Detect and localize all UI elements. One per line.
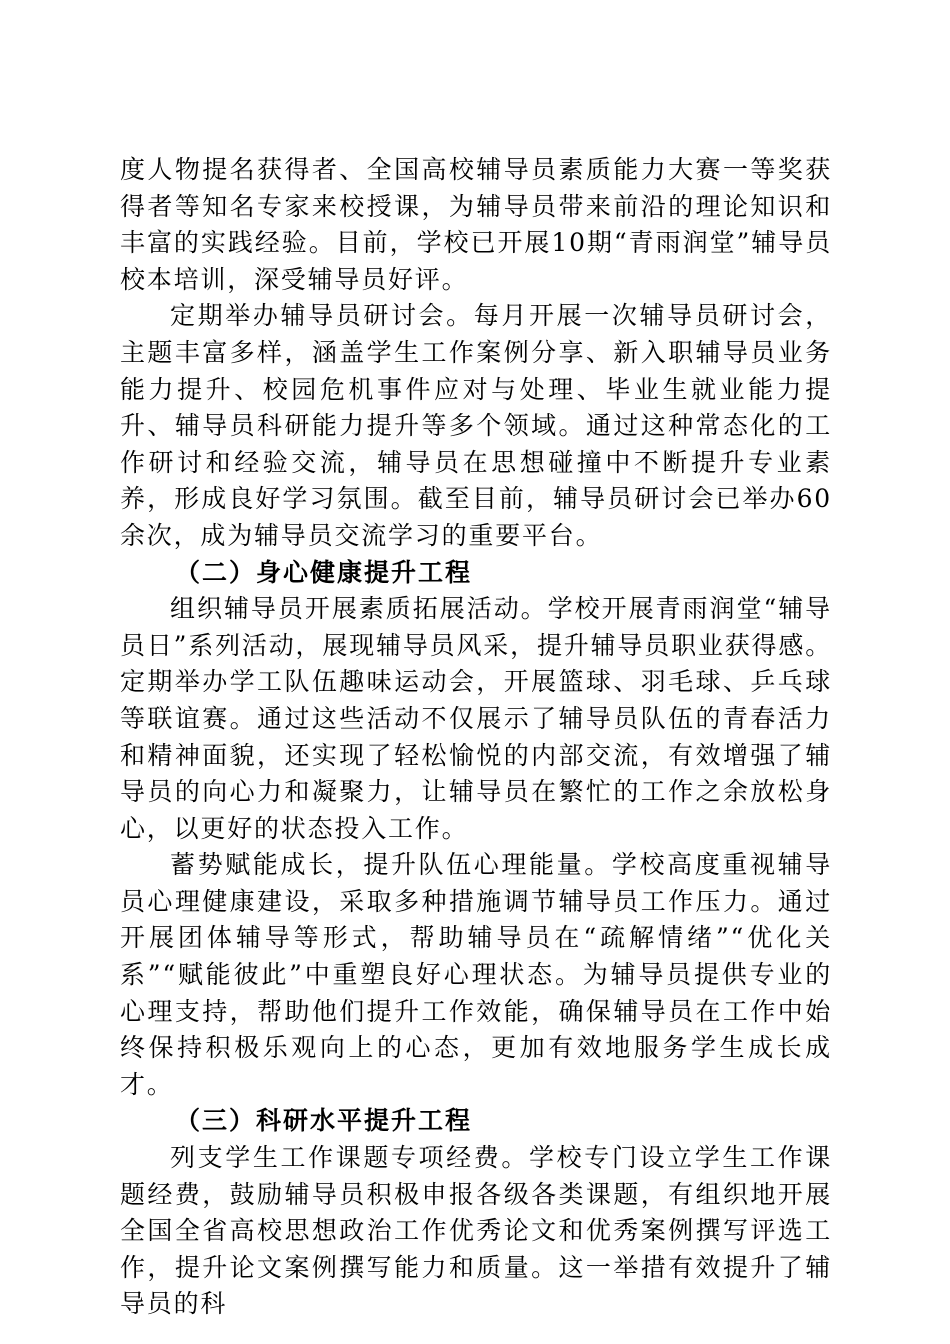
paragraph-seminar: 定期举办辅导员研讨会。每月开展一次辅导员研讨会，主题丰富多样，涵盖学生工作案例分享、新入职辅导员业务能力提升、校园危机事件应对与处理、毕业生就业能力提升、辅导员科研能力提升等多个领域。通过这种常态化的工作研讨和经验交流，辅导员在思想碰撞中不断提升专业素养，形成良好学习氛围。截至目前，辅导员研讨会已举办60余次，成为辅导员交流学习的重要平台。 xyxy=(120,301,832,550)
section-heading-health: （二）身心健康提升工程 xyxy=(175,557,473,587)
paragraph-training-continued: 度人物提名获得者、全国高校辅导员素质能力大赛一等奖获得者等知名专家来校授课，为辅导员带来前沿的理论知识和丰富的实践经验。目前，学校已开展10期“青雨润堂”辅导员校本培训，深受辅导员好评。 xyxy=(120,155,832,294)
document-page xyxy=(120,152,832,1323)
section-heading-research: （三）科研水平提升工程 xyxy=(175,1106,473,1136)
paragraph-psychology: 蓄势赋能成长，提升队伍心理能量。学校高度重视辅导员心理健康建设，采取多种措施调节辅导员工作压力。通过开展团体辅导等形式，帮助辅导员在“疏解情绪”“优化关系”“赋能彼此”中重塑良好心理状态。为辅导员提供专业的心理支持，帮助他们提升工作效能，确保辅导员在工作中始终保持积极乐观向上的心态，更加有效地服务学生成长成才。 xyxy=(120,850,832,1099)
paragraph-research-funding: 列支学生工作课题专项经费。学校专门设立学生工作课题经费，鼓励辅导员积极申报各级各类课题，有组织地开展全国全省高校思想政治工作优秀论文和优秀案例撰写评选工作，提升论文案例撰写能力和质量。这一举措有效提升了辅导员的科 xyxy=(120,1143,832,1319)
paragraph-activities: 组织辅导员开展素质拓展活动。学校开展青雨润堂“辅导员日”系列活动，展现辅导员风采，提升辅导员职业获得感。定期举办学工队伍趣味运动会，开展篮球、羽毛球、乒乓球等联谊赛。通过这些活动不仅展示了辅导员队伍的青春活力和精神面貌，还实现了轻松愉悦的内部交流，有效增强了辅导员的向心力和凝聚力，让辅导员在繁忙的工作之余放松身心，以更好的状态投入工作。 xyxy=(120,594,832,843)
